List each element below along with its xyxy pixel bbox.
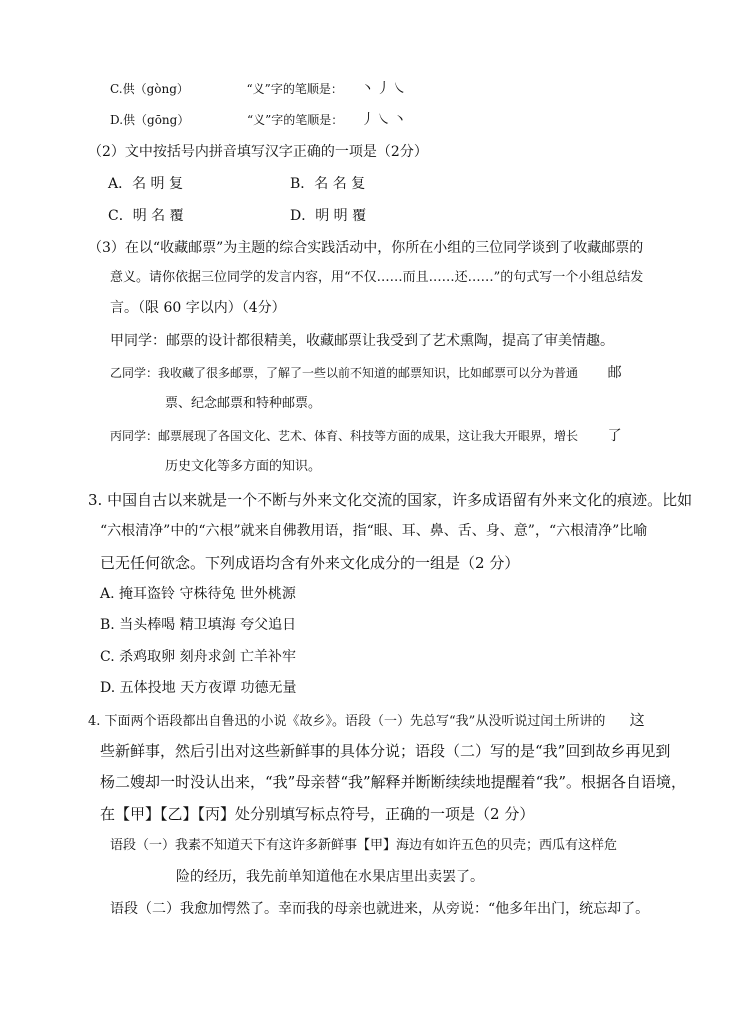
- q4-line-4: 在【甲】【乙】【丙】处分别填写标点符号，正确的一项是（2 分）: [100, 805, 535, 823]
- student-yi-tail: 邮: [607, 365, 622, 381]
- sub2-option-c: C．明 名 覆: [108, 208, 184, 224]
- option-c-row: [110, 79, 408, 99]
- q4-line-1-text: 4. 下面两个语段都出自鲁迅的小说《故乡》。语段（一）先总写“我”从没听说过闰土所讲的: [88, 714, 606, 729]
- option-d-char: D.供（gōng）: [110, 113, 190, 127]
- sub2-option-b: B．名 名 复: [290, 176, 366, 192]
- student-yi-text: 乙同学：我收藏了很多邮票，了解了一些以前不知道的邮票知识，比如邮票可以分为普通: [110, 366, 579, 380]
- sub3-line-2: 意义。请你依据三位同学的发言内容，用“不仅……而且……还……”的句式写一个小组总结发: [110, 270, 644, 285]
- q3-option-c: C. 杀鸡取卵 刻舟求剑 亡羊补牢: [100, 649, 297, 665]
- student-bing-tail: 了: [607, 428, 622, 444]
- option-c-strokes: 丶丿㇏: [360, 81, 409, 97]
- q3-line-1: 3. 中国自古以来就是一个不断与外来文化交流的国家，许多成语留有外来文化的痕迹。比如: [88, 491, 693, 509]
- student-jia: 甲同学：邮票的设计都很精美，收藏邮票让我受到了艺术熏陶，提高了审美情趣。: [110, 333, 614, 349]
- q3-line-2: “六根清净”中的“六根”就来自佛教用语，指“眼、耳、鼻、舌、身、意”，“六根清净”比喻: [100, 523, 648, 539]
- student-bing-text: 丙同学：邮票展现了各国文化、艺术、体育、科技等方面的成果，这让我大开眼界，增长: [110, 429, 579, 443]
- student-yi-line-1: [110, 363, 622, 383]
- q3-line-3: 已无任何欲念。下列成语均含有外来文化成分的一组是（2 分）: [100, 554, 520, 572]
- q4-line-2: 些新鲜事，然后引出对这些新鲜事的具体分说；语段（二）写的是“我”回到故乡再见到: [100, 742, 671, 760]
- student-bing-line-2: 历史文化等多方面的知识。: [165, 459, 322, 474]
- q4-line-1: [88, 710, 645, 732]
- sub2-question: （2）文中按括号内拼音填写汉字正确的一项是（2分）: [88, 144, 428, 160]
- passage-one-line-2: 险的经历，我先前单知道他在水果店里出卖罢了。: [176, 869, 484, 885]
- passage-one-line-1: 语段（一）我素不知道天下有这许多新鲜事【甲】海边有如许五色的贝壳；西瓜有这样危: [110, 838, 618, 853]
- option-c-char: C.供（gòng）: [110, 82, 189, 96]
- q3-option-a: A. 掩耳盗铃 守株待兔 世外桃源: [100, 586, 296, 602]
- sub3-line-3: 言。（限 60 字以内）（4分）: [110, 300, 286, 316]
- option-d-strokes: 丿㇏丶: [360, 112, 409, 128]
- sub2-option-a: A．名 明 复: [108, 176, 184, 192]
- option-d-row: [110, 110, 409, 130]
- q4-line-3: 杨二嫂却一时没认出来，“我”母亲替“我”解释并断断续续地提醒着“我”。根据各自语境，: [100, 773, 687, 791]
- q3-option-d: D. 五体投地 天方夜谭 功德无量: [100, 680, 297, 696]
- option-d-stroke-label: “义”字的笔顺是：: [246, 113, 344, 127]
- student-bing-line-1: [110, 426, 622, 446]
- student-yi-line-2: 票、纪念邮票和特种邮票。: [165, 396, 322, 411]
- option-c-stroke-label: “义”字的笔顺是：: [246, 82, 343, 96]
- sub2-option-d: D．明 明 覆: [290, 208, 367, 224]
- sub3-line-1: （3）在以“收藏邮票”为主题的综合实践活动中，你所在小组的三位同学谈到了收藏邮票的: [88, 240, 644, 256]
- q3-option-b: B. 当头棒喝 精卫填海 夸父追日: [100, 617, 297, 633]
- passage-two-line-1: 语段（二）我愈加愕然了。幸而我的母亲也就进来，从旁说：“他多年出门，统忘却了。: [110, 901, 650, 917]
- q4-line-1-tail: 这: [629, 711, 645, 729]
